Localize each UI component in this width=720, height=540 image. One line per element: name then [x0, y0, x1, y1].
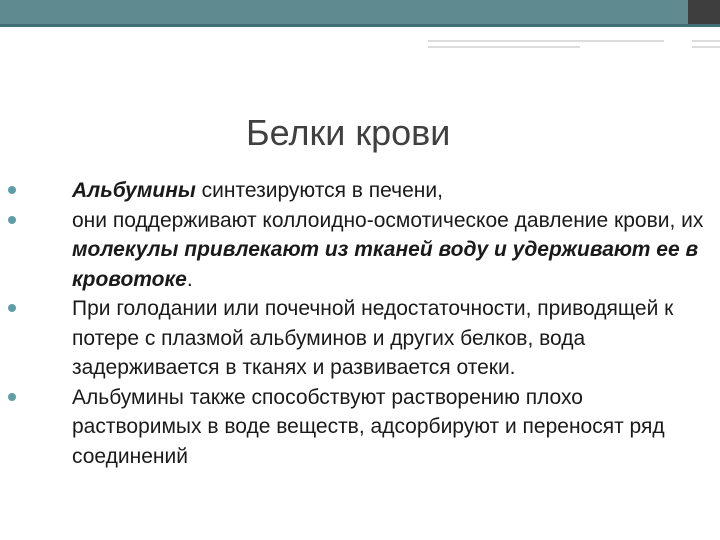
plain-text: они поддерживают коллоидно-осмотическое давление крови, их — [72, 208, 704, 232]
bullet-dot-icon — [8, 393, 16, 401]
plain-text: синтезируются в печени, — [195, 179, 443, 202]
bullet-dot-icon — [8, 216, 16, 224]
header-underline — [0, 24, 720, 27]
bullet-item — [8, 294, 708, 383]
bullet-text — [72, 294, 708, 383]
plain-text: . — [186, 267, 193, 291]
bullet-text — [72, 206, 708, 295]
decorative-line — [428, 40, 664, 42]
bullet-item — [8, 176, 708, 206]
bullet-text — [72, 383, 708, 472]
bullet-item — [8, 383, 708, 472]
header-accent-bar — [0, 0, 688, 24]
plain-text: При голодании или почечной недостаточности, приводящей к потере с плазмой альбуминов и других белков, вода задерживается в тканях и развивается отеки. — [72, 297, 674, 379]
bullet-text — [72, 176, 708, 206]
bullet-dot-icon — [8, 304, 16, 312]
decorative-line — [692, 46, 720, 48]
slide-title: Белки крови — [246, 112, 451, 153]
bullet-dot-icon — [8, 186, 16, 194]
emphasis-text: Альбумины — [72, 179, 196, 202]
plain-text: Альбумины также способствуют растворению плохо растворимых в воде веществ, адсорбируют и переносят ряд соединений — [72, 385, 665, 468]
decorative-line — [428, 46, 580, 48]
emphasis-text: молекулы привлекают из тканей воду и удерживают ее в кровотоке — [72, 238, 699, 291]
header-corner-block — [688, 0, 720, 24]
bullet-item — [8, 206, 708, 295]
decorative-line — [692, 40, 720, 42]
bullet-list — [8, 176, 708, 471]
